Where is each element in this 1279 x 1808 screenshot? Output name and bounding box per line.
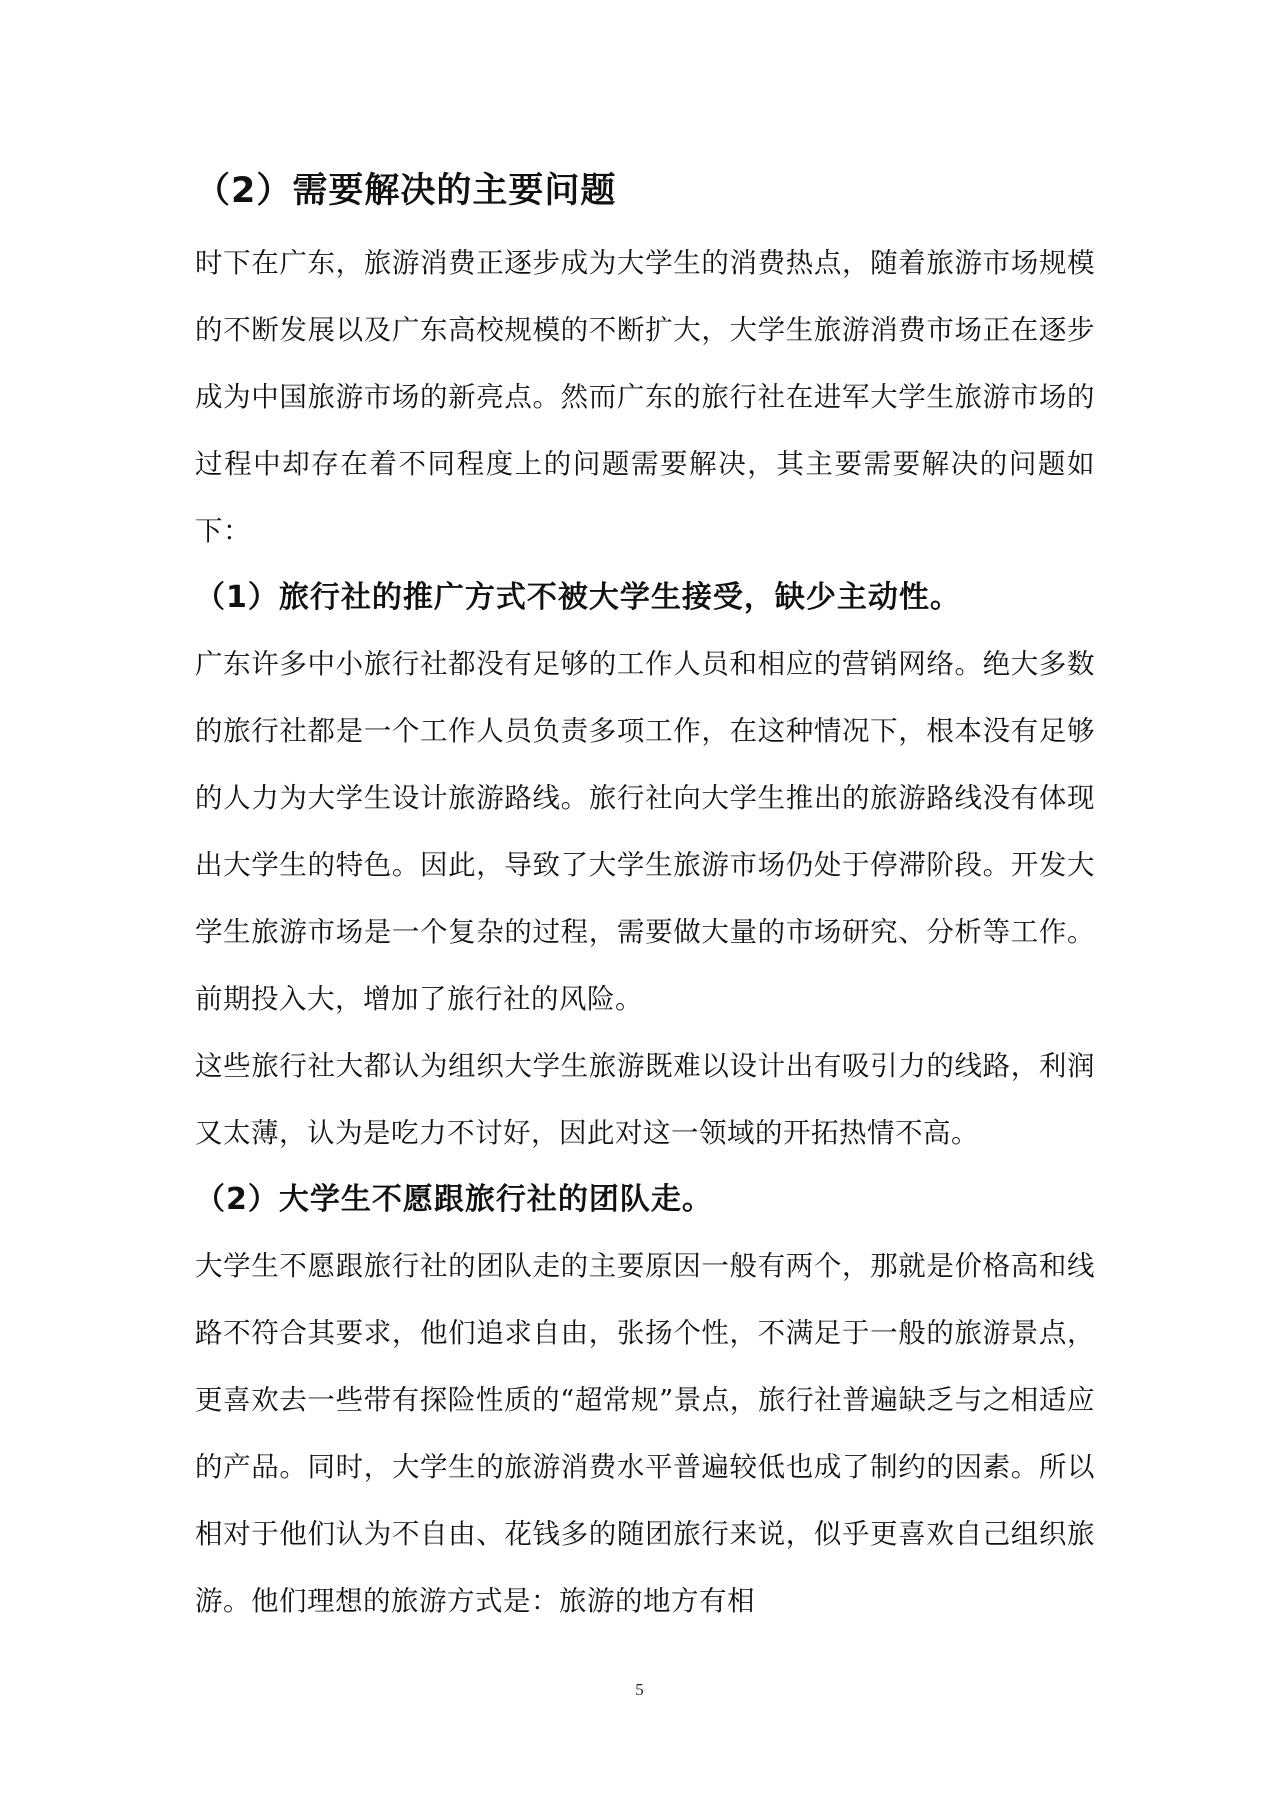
subsection-1-paragraph-2: 这些旅行社大都认为组织大学生旅游既难以设计出有吸引力的线路，利润又太薄，认为是吃力不讨好，因此对这一领域的开拓热情不高。: [195, 1050, 1095, 1149]
subsection-2-paragraph-1: 大学生不愿跟旅行社的团队走的主要原因一般有两个，那就是价格高和线路不符合其要求，他们追求自由，张扬个性，不满足于一般的旅游景点，更喜欢去一些带有探险性质的“超常规”景点，旅行社普遍缺乏与之相适应的产品。同时，大学生的旅游消费水平普遍较低也成了制约的因素。所以相对于他们认为不自由、花钱多的随团旅行来说，似乎更喜欢自己组织旅游。他们理想的旅游方式是：旅游的地方有相: [195, 1250, 1095, 1617]
subsection-1-paragraph-1: 广东许多中小旅行社都没有足够的工作人员和相应的营销网络。绝大多数的旅行社都是一个工作人员负责多项工作，在这种情况下，根本没有足够的人力为大学生设计旅游路线。旅行社向大学生推出的旅游路线没有体现出大学生的特色。因此，导致了大学生旅游市场仍处于停滞阶段。开发大学生旅游市场是一个复杂的过程，需要做大量的市场研究、分析等工作。前期投入大，增加了旅行社的风险。: [195, 648, 1095, 1015]
section-heading: （2）需要解决的主要问题: [195, 171, 617, 211]
page-number: 5: [635, 1680, 644, 1699]
intro-paragraph: 时下在广东，旅游消费正逐步成为大学生的消费热点，随着旅游市场规模的不断发展以及广东高校规模的不断扩大，大学生旅游消费市场正在逐步成为中国旅游市场的新亮点。然而广东的旅行社在进军大学生旅游市场的过程中却存在着不同程度上的问题需要解决，其主要需要解决的问题如下：: [195, 247, 1095, 547]
page-content: [195, 160, 1095, 1635]
subsection-2-heading: （2）大学生不愿跟旅行社的团队走。: [195, 1182, 713, 1217]
subsection-1-heading: （1）旅行社的推广方式不被大学生接受，缺少主动性。: [195, 580, 961, 615]
